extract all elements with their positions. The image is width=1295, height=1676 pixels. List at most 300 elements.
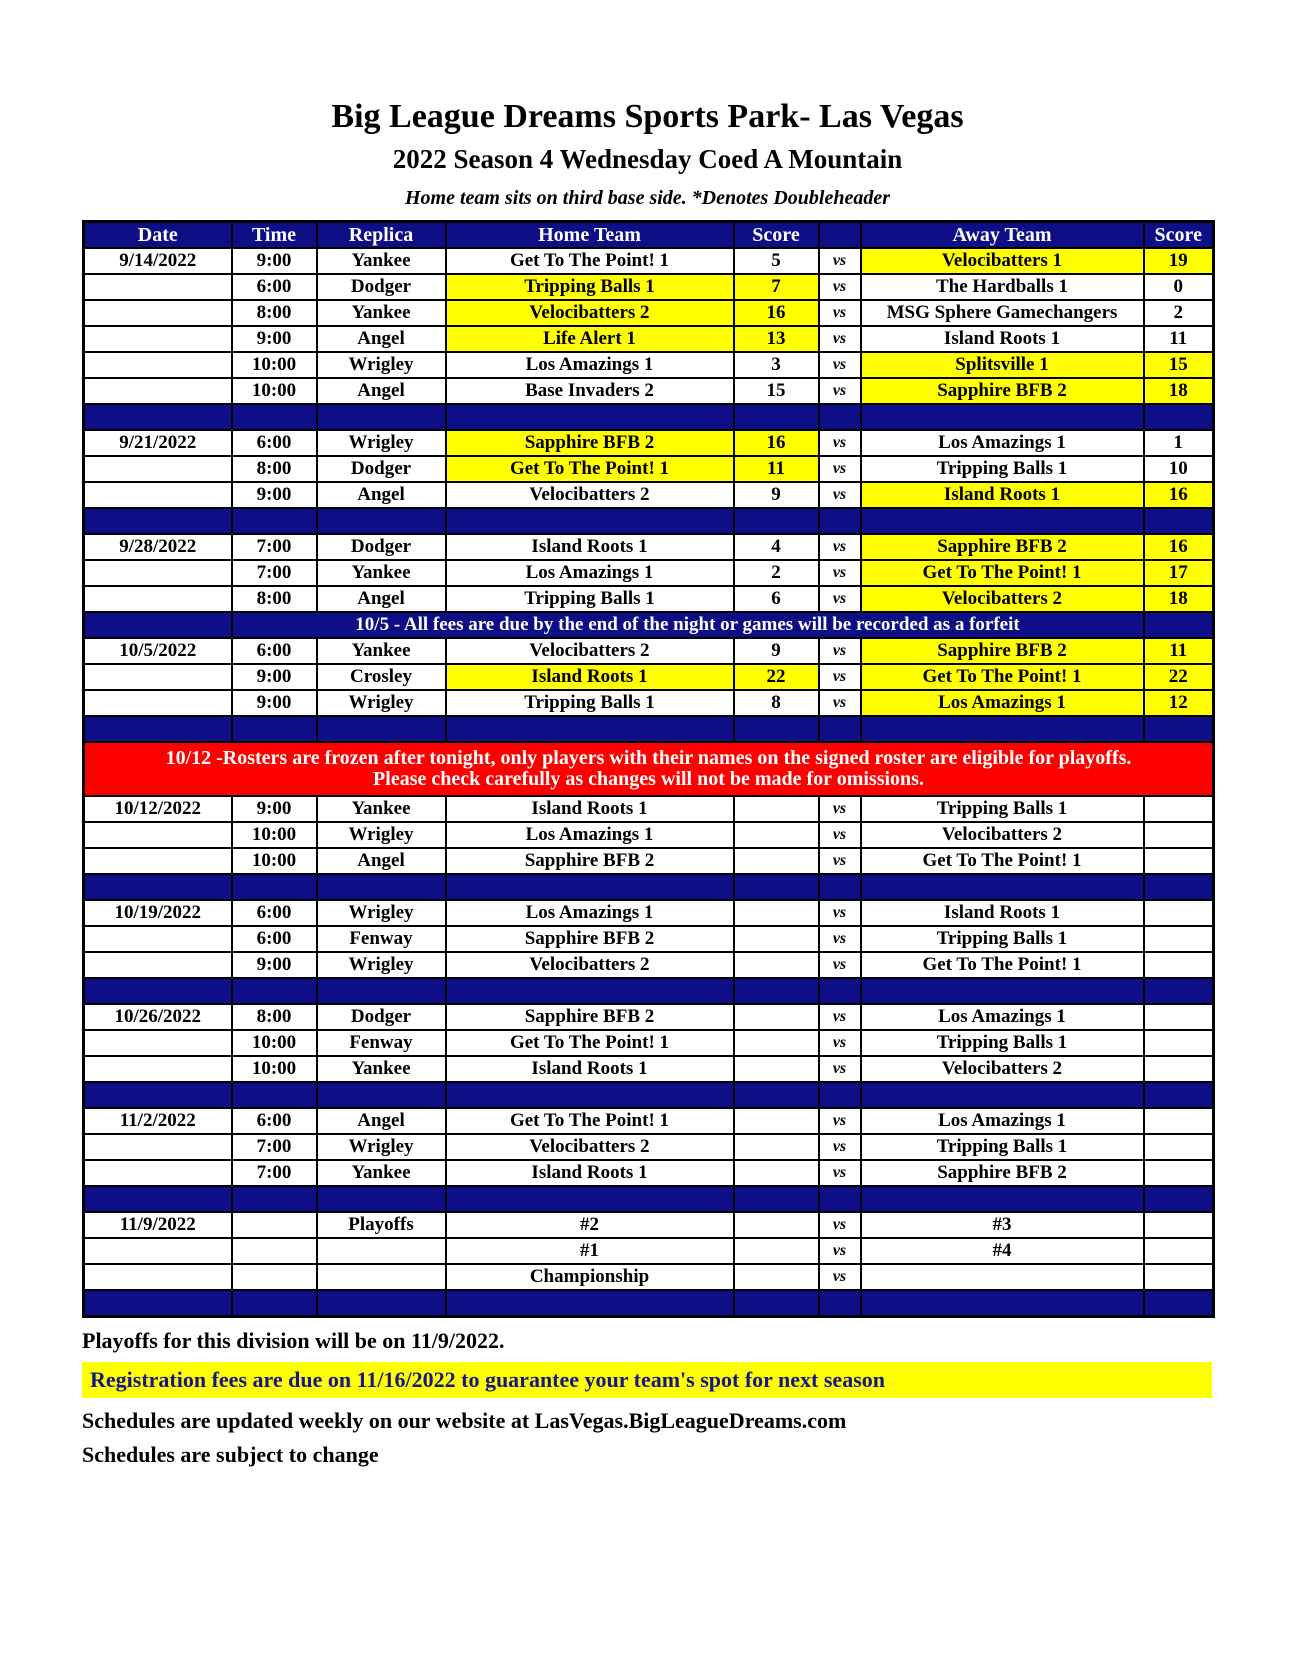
game-row [84,560,1214,586]
home-score-cell [734,952,819,978]
away-team-cell: Tripping Balls 1 [861,1030,1144,1056]
game-row [84,1108,1214,1134]
separator-cell [446,1290,734,1317]
separator-cell [861,508,1144,534]
away-team-cell: Los Amazings 1 [861,690,1144,716]
date-cell [84,274,232,300]
home-team-cell: Championship [446,1264,734,1290]
replica-cell: Dodger [317,534,446,560]
playoffs-note: Playoffs for this division will be on 11/9/2022. [82,1328,505,1353]
away-team-cell: MSG Sphere Gamechangers [861,300,1144,326]
separator-cell [446,978,734,1004]
change-note: Schedules are subject to change [82,1442,379,1467]
replica-cell: Wrigley [317,822,446,848]
game-row [84,1212,1214,1238]
home-score-cell [734,1030,819,1056]
date-cell [84,1056,232,1082]
separator-cell [317,508,446,534]
away-team-cell: Island Roots 1 [861,900,1144,926]
vs-cell: vs [819,430,861,456]
away-team-cell: Velocibatters 2 [861,822,1144,848]
separator-cell [734,404,819,430]
time-cell: 6:00 [232,274,317,300]
replica-cell: Crosley [317,664,446,690]
away-team-cell: Velocibatters 2 [861,586,1144,612]
fees-banner-text: 10/5 - All fees are due by the end of the night or games will be recorded as a forfeit [232,612,1144,638]
away-team-cell: #4 [861,1238,1144,1264]
replica-cell: Yankee [317,1056,446,1082]
game-row [84,1004,1214,1030]
game-row [84,664,1214,690]
away-team-cell: Island Roots 1 [861,482,1144,508]
home-score-cell: 2 [734,560,819,586]
separator-cell [1144,978,1214,1004]
home-team-cell: #2 [446,1212,734,1238]
home-score-cell: 4 [734,534,819,560]
separator-cell [232,508,317,534]
separator-cell [861,874,1144,900]
vs-cell: vs [819,1212,861,1238]
page-title: Big League Dreams Sports Park- Las Vegas [331,98,964,135]
home-team-cell: Base Invaders 2 [446,378,734,404]
home-score-cell: 11 [734,456,819,482]
vs-cell: vs [819,952,861,978]
away-team-cell: Sapphire BFB 2 [861,534,1144,560]
date-cell: 10/19/2022 [84,900,232,926]
col-header-date: Date [84,222,232,249]
replica-cell: Angel [317,482,446,508]
home-team-cell: Get To The Point! 1 [446,1108,734,1134]
separator-cell [446,1186,734,1212]
date-cell: 9/14/2022 [84,248,232,274]
game-row [84,848,1214,874]
date-cell [84,352,232,378]
away-score-cell [1144,1212,1214,1238]
home-score-cell: 5 [734,248,819,274]
home-team-cell: Tripping Balls 1 [446,586,734,612]
away-team-cell: Sapphire BFB 2 [861,1160,1144,1186]
vs-cell: vs [819,248,861,274]
separator-cell [84,1082,232,1108]
separator-cell [317,404,446,430]
replica-cell: Yankee [317,1160,446,1186]
separator-cell [1144,1290,1214,1317]
away-team-cell: Los Amazings 1 [861,1004,1144,1030]
home-team-cell: Island Roots 1 [446,796,734,822]
replica-cell: Yankee [317,638,446,664]
time-cell: 6:00 [232,900,317,926]
time-cell [232,1238,317,1264]
separator-cell [317,978,446,1004]
date-cell [84,926,232,952]
separator-cell [446,508,734,534]
separator-cell [84,508,232,534]
vs-cell: vs [819,690,861,716]
page-note: Home team sits on third base side. *Denotes Doubleheader [405,187,890,209]
replica-cell: Wrigley [317,352,446,378]
separator-cell [819,508,861,534]
time-cell [232,1212,317,1238]
date-cell [84,952,232,978]
away-score-cell: 10 [1144,456,1214,482]
home-team-cell: Island Roots 1 [446,664,734,690]
separator-cell [232,1290,317,1317]
schedule-table [82,220,1215,1318]
vs-cell: vs [819,638,861,664]
vs-cell: vs [819,326,861,352]
replica-cell [317,1238,446,1264]
home-team-cell: Get To The Point! 1 [446,248,734,274]
col-header-replica: Replica [317,222,446,249]
away-team-cell: Los Amazings 1 [861,430,1144,456]
away-team-cell: Tripping Balls 1 [861,1134,1144,1160]
away-score-cell [1144,848,1214,874]
away-score-cell [1144,1004,1214,1030]
col-header-time: Time [232,222,317,249]
home-team-cell: Sapphire BFB 2 [446,926,734,952]
separator-cell [232,874,317,900]
vs-cell: vs [819,1004,861,1030]
date-cell [84,1238,232,1264]
game-row [84,482,1214,508]
separator-cell [232,1186,317,1212]
vs-cell: vs [819,926,861,952]
home-score-cell: 22 [734,664,819,690]
away-team-cell: Island Roots 1 [861,326,1144,352]
time-cell: 6:00 [232,926,317,952]
col-header-home-team: Home Team [446,222,734,249]
date-cell: 11/2/2022 [84,1108,232,1134]
separator-row [84,508,1214,534]
home-team-cell: Los Amazings 1 [446,822,734,848]
registration-note: Registration fees are due on 11/16/2022 to guarantee your team's spot for next season [82,1362,1212,1398]
home-team-cell: Velocibatters 2 [446,482,734,508]
away-score-cell [1144,822,1214,848]
replica-cell: Fenway [317,1030,446,1056]
col-header-away-team: Away Team [861,222,1144,249]
separator-cell [232,716,317,742]
separator-row [84,978,1214,1004]
home-team-cell: Get To The Point! 1 [446,456,734,482]
date-cell: 9/21/2022 [84,430,232,456]
home-team-cell: Velocibatters 2 [446,300,734,326]
home-score-cell [734,926,819,952]
game-row [84,430,1214,456]
separator-cell [819,1290,861,1317]
away-team-cell: Get To The Point! 1 [861,952,1144,978]
vs-cell: vs [819,1056,861,1082]
time-cell: 8:00 [232,456,317,482]
away-score-cell [1144,952,1214,978]
date-cell [84,482,232,508]
time-cell: 8:00 [232,586,317,612]
vs-cell: vs [819,848,861,874]
away-team-cell: Splitsville 1 [861,352,1144,378]
separator-cell [317,874,446,900]
away-team-cell: Los Amazings 1 [861,1108,1144,1134]
time-cell: 10:00 [232,822,317,848]
home-team-cell: Sapphire BFB 2 [446,1004,734,1030]
home-score-cell: 9 [734,482,819,508]
away-team-cell: Tripping Balls 1 [861,456,1144,482]
roster-banner-text [84,742,1214,796]
away-team-cell: Tripping Balls 1 [861,926,1144,952]
separator-cell [232,404,317,430]
separator-cell [861,1290,1144,1317]
away-score-cell: 11 [1144,638,1214,664]
vs-cell: vs [819,1264,861,1290]
away-score-cell: 16 [1144,482,1214,508]
home-team-cell: Tripping Balls 1 [446,690,734,716]
game-row [84,352,1214,378]
roster-banner-line: 10/12 -Rosters are frozen after tonight, only players with their names on the signed roster are eligible for playoffs. [165,747,1132,769]
away-score-cell [1144,1108,1214,1134]
replica-cell: Yankee [317,560,446,586]
home-score-cell: 13 [734,326,819,352]
roster-banner-line: Please check carefully as changes will not be made for omissions. [373,768,924,790]
replica-cell: Angel [317,586,446,612]
away-score-cell: 18 [1144,586,1214,612]
home-score-cell [734,1238,819,1264]
separator-row [84,874,1214,900]
vs-cell: vs [819,534,861,560]
home-team-cell: Velocibatters 2 [446,638,734,664]
vs-cell: vs [819,1238,861,1264]
vs-cell: vs [819,1108,861,1134]
home-team-cell: Life Alert 1 [446,326,734,352]
separator-cell [317,1186,446,1212]
separator-cell [1144,1082,1214,1108]
home-score-cell [734,1134,819,1160]
page-subtitle: 2022 Season 4 Wednesday Coed A Mountain [392,144,903,174]
vs-cell: vs [819,378,861,404]
away-score-cell [1144,1160,1214,1186]
time-cell: 10:00 [232,1056,317,1082]
replica-cell: Wrigley [317,1134,446,1160]
vs-cell: vs [819,352,861,378]
home-team-cell: Velocibatters 2 [446,1134,734,1160]
date-cell [84,300,232,326]
date-cell [84,378,232,404]
replica-cell: Dodger [317,1004,446,1030]
away-score-cell [1144,1056,1214,1082]
away-team-cell: Get To The Point! 1 [861,560,1144,586]
home-score-cell [734,1212,819,1238]
date-cell: 10/26/2022 [84,1004,232,1030]
away-team-cell [861,1264,1144,1290]
vs-cell: vs [819,796,861,822]
vs-cell: vs [819,456,861,482]
separator-cell [446,874,734,900]
home-team-cell: Island Roots 1 [446,1056,734,1082]
away-score-cell [1144,900,1214,926]
time-cell: 6:00 [232,1108,317,1134]
game-row [84,1056,1214,1082]
time-cell: 9:00 [232,664,317,690]
home-score-cell: 7 [734,274,819,300]
away-score-cell [1144,1134,1214,1160]
separator-cell [317,716,446,742]
vs-cell: vs [819,900,861,926]
time-cell: 10:00 [232,1030,317,1056]
separator-cell [819,1186,861,1212]
time-cell: 9:00 [232,482,317,508]
game-row [84,274,1214,300]
home-score-cell: 15 [734,378,819,404]
away-score-cell: 15 [1144,352,1214,378]
away-score-cell [1144,1238,1214,1264]
away-score-cell [1144,926,1214,952]
away-score-cell: 18 [1144,378,1214,404]
replica-cell: Wrigley [317,430,446,456]
date-cell [84,1160,232,1186]
col-header-vs [819,222,861,249]
away-team-cell: The Hardballs 1 [861,274,1144,300]
home-score-cell [734,1160,819,1186]
game-row [84,796,1214,822]
game-row [84,300,1214,326]
away-score-cell: 17 [1144,560,1214,586]
header-row [84,222,1214,249]
home-score-cell: 16 [734,430,819,456]
game-row [84,248,1214,274]
fees-banner-left-cell [84,612,232,638]
replica-cell: Angel [317,848,446,874]
time-cell: 6:00 [232,638,317,664]
separator-cell [84,874,232,900]
away-score-cell: 2 [1144,300,1214,326]
date-cell [84,456,232,482]
home-score-cell [734,796,819,822]
time-cell: 8:00 [232,300,317,326]
separator-cell [1144,508,1214,534]
separator-cell [446,716,734,742]
away-score-cell: 12 [1144,690,1214,716]
separator-cell [861,404,1144,430]
time-cell [232,1264,317,1290]
fees-banner-right-cell [1144,612,1214,638]
separator-cell [84,404,232,430]
replica-cell: Dodger [317,456,446,482]
date-cell [84,690,232,716]
date-cell [84,848,232,874]
away-score-cell: 11 [1144,326,1214,352]
home-score-cell: 3 [734,352,819,378]
game-row [84,534,1214,560]
separator-row [84,1186,1214,1212]
separator-cell [861,1082,1144,1108]
website-note: Schedules are updated weekly on our website at LasVegas.BigLeagueDreams.com [82,1408,847,1433]
separator-cell [734,874,819,900]
separator-cell [1144,404,1214,430]
away-team-cell: Velocibatters 1 [861,248,1144,274]
time-cell: 9:00 [232,248,317,274]
home-score-cell [734,1004,819,1030]
game-row [84,1160,1214,1186]
game-row [84,900,1214,926]
separator-cell [734,508,819,534]
separator-row [84,1290,1214,1317]
away-score-cell: 22 [1144,664,1214,690]
separator-cell [861,1186,1144,1212]
vs-cell: vs [819,822,861,848]
away-score-cell: 0 [1144,274,1214,300]
date-cell [84,326,232,352]
home-score-cell [734,822,819,848]
away-score-cell: 16 [1144,534,1214,560]
game-row [84,926,1214,952]
home-score-cell [734,848,819,874]
separator-cell [446,404,734,430]
col-header-home-score: Score [734,222,819,249]
away-score-cell [1144,1264,1214,1290]
separator-cell [446,1082,734,1108]
separator-cell [861,716,1144,742]
game-row [84,1238,1214,1264]
separator-cell [734,1082,819,1108]
home-score-cell: 6 [734,586,819,612]
separator-cell [734,716,819,742]
away-score-cell: 19 [1144,248,1214,274]
date-cell: 10/5/2022 [84,638,232,664]
date-cell [84,664,232,690]
game-row [84,326,1214,352]
game-row [84,638,1214,664]
date-cell [84,560,232,586]
game-row [84,456,1214,482]
home-team-cell: Island Roots 1 [446,534,734,560]
separator-row [84,1082,1214,1108]
date-cell [84,1030,232,1056]
away-team-cell: Get To The Point! 1 [861,848,1144,874]
replica-cell: Wrigley [317,952,446,978]
away-team-cell: #3 [861,1212,1144,1238]
separator-cell [1144,874,1214,900]
date-cell [84,586,232,612]
time-cell: 9:00 [232,690,317,716]
separator-cell [734,1290,819,1317]
separator-cell [232,1082,317,1108]
col-header-away-score: Score [1144,222,1214,249]
home-score-cell [734,900,819,926]
vs-cell: vs [819,664,861,690]
game-row [84,1030,1214,1056]
replica-cell: Angel [317,378,446,404]
time-cell: 10:00 [232,352,317,378]
home-team-cell: #1 [446,1238,734,1264]
fees-banner-row [84,612,1214,638]
vs-cell: vs [819,274,861,300]
vs-cell: vs [819,1030,861,1056]
home-team-cell: Get To The Point! 1 [446,1030,734,1056]
time-cell: 10:00 [232,378,317,404]
separator-cell [819,874,861,900]
separator-row [84,404,1214,430]
separator-cell [232,978,317,1004]
separator-cell [734,1186,819,1212]
vs-cell: vs [819,1134,861,1160]
separator-cell [1144,1186,1214,1212]
replica-cell: Yankee [317,300,446,326]
separator-cell [819,716,861,742]
away-score-cell: 1 [1144,430,1214,456]
time-cell: 10:00 [232,848,317,874]
game-row [84,690,1214,716]
time-cell: 8:00 [232,1004,317,1030]
vs-cell: vs [819,560,861,586]
vs-cell: vs [819,482,861,508]
home-team-cell: Los Amazings 1 [446,352,734,378]
